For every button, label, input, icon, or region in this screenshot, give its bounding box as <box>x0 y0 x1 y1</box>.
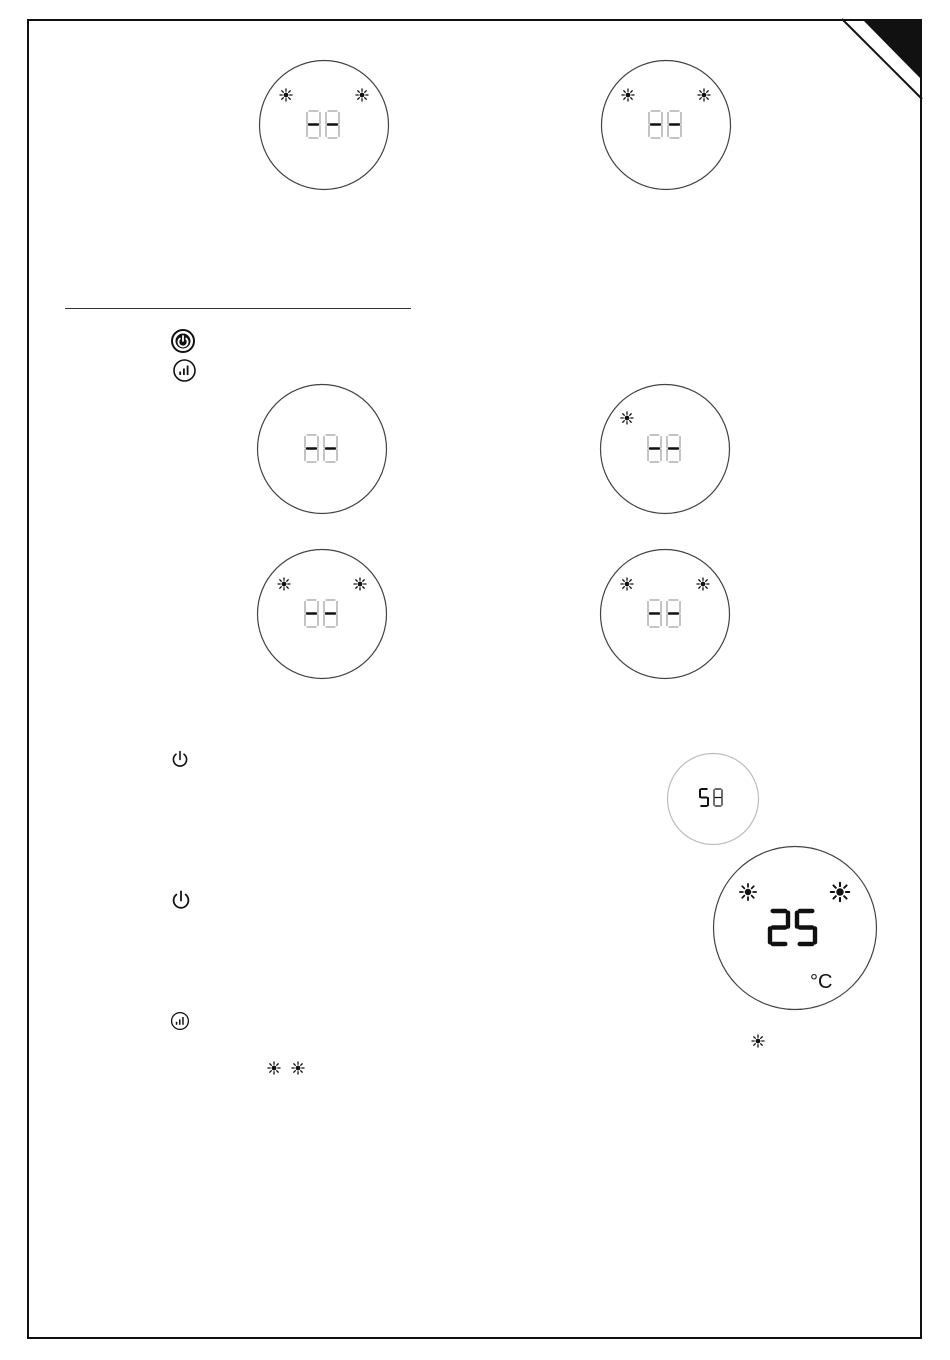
seven-segment-digit <box>324 435 337 462</box>
display-dial-3 <box>256 383 388 515</box>
heat-sun-icon <box>290 1060 306 1076</box>
display-dial-2 <box>600 59 732 191</box>
heat-sun-icon <box>621 578 633 590</box>
heat-sun-icon <box>356 89 368 101</box>
heat-sun-icon <box>740 884 756 900</box>
temperature-unit: °C <box>810 971 833 993</box>
seven-segment-digit <box>324 600 337 627</box>
display-dial-5 <box>256 548 388 680</box>
seven-segment-digit <box>648 600 661 627</box>
display-dial-4 <box>599 383 731 515</box>
heat-sun-icon <box>750 1033 766 1049</box>
display-dial-6 <box>599 548 731 680</box>
heat-sun-icon <box>621 412 633 424</box>
page-frame <box>27 19 922 1339</box>
seven-segment-digit <box>714 789 722 806</box>
display-dial-1 <box>258 59 390 191</box>
heat-sun-icon <box>697 578 709 590</box>
heat-sun-icon <box>278 578 290 590</box>
heat-sun-icon <box>698 89 710 101</box>
heat-level-icon <box>172 358 197 383</box>
power-button-filled-icon <box>170 328 196 354</box>
seven-segment-digit <box>648 435 661 462</box>
seven-segment-digit <box>667 435 680 462</box>
seven-segment-digit <box>305 600 318 627</box>
timer-display-dial <box>666 752 760 846</box>
temperature-display-dial <box>712 845 878 1011</box>
seven-segment-digit <box>667 600 680 627</box>
heat-sun-icon <box>622 89 634 101</box>
heat-sun-icon <box>280 89 292 101</box>
heat-sun-icon <box>831 883 850 902</box>
seven-segment-digit <box>797 911 815 944</box>
power-icon <box>170 749 190 769</box>
power-icon <box>170 889 192 911</box>
heat-sun-icon <box>266 1060 282 1076</box>
seven-segment-digit <box>649 111 662 138</box>
seven-segment-digit <box>307 111 320 138</box>
seven-segment-digit <box>700 789 708 806</box>
seven-segment-digit <box>305 435 318 462</box>
section-divider <box>65 308 411 309</box>
seven-segment-digit <box>668 111 681 138</box>
seven-segment-digit <box>326 111 339 138</box>
heat-sun-icon <box>354 578 366 590</box>
seven-segment-digit <box>770 911 788 944</box>
heat-level-icon <box>170 1011 190 1031</box>
corner-tab <box>0 0 950 120</box>
